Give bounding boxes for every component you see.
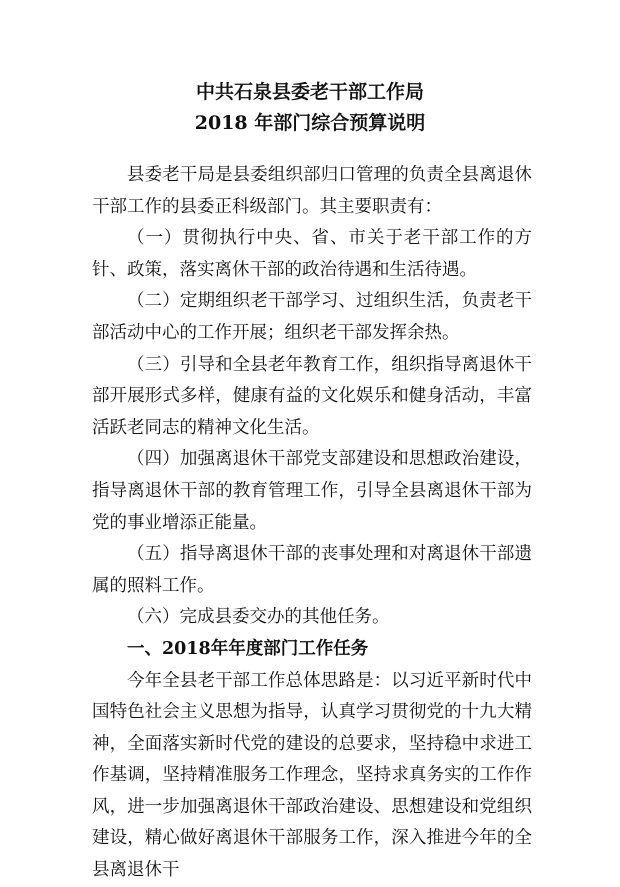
duty-item-1: （一）贯彻执行中央、省、市关于老干部工作的方针、政策，落实离休干部的政治待遇和生活待遇。 — [92, 228, 532, 280]
duty-item-6: （六）完成县委交办的其他任务。 — [127, 607, 390, 628]
duty-item-3: （三）引导和全县老年教育工作，组织指导离退休干部开展形式多样，健康有益的文化娱乐和健身活动，丰富活跃老同志的精神文化生活。 — [92, 354, 532, 438]
duty-item-4: （四）加强离退休干部党支部建设和思想政治建设，指导离退休干部的教育管理工作，引导全县离退休干部为党的事业增添正能量。 — [92, 449, 532, 533]
intro-paragraph: 县委老干局是县委组织部归口管理的负责全县离退休干部工作的县委正科级部门。其主要职责有： — [92, 165, 532, 217]
document-subtitle: 2018 年部门综合预算说明 — [194, 112, 426, 134]
duty-item-5: （五）指导离退休干部的丧事处理和对离退休干部遗属的照料工作。 — [92, 544, 532, 596]
section-paragraph: 今年全县老干部工作总体思路是：以习近平新时代中国特色社会主义思想为指导，认真学习贯彻党的十九大精神，全面落实新时代党的建设的总要求，坚持稳中求进工作基调，坚持精准服务工作理念，坚持求真务实的工作作风，进一步加强离退休干部政治建设、思想建设和党组织建设，精心做好离退休干部服务工作，深入推进今年的全县离退休干 — [92, 670, 532, 881]
section-heading: 一、2018年年度部门工作任务 — [127, 638, 369, 659]
duty-item-2: （二）定期组织老干部学习、过组织生活，负责老干部活动中心的工作开展；组织老干部发挥余热。 — [92, 291, 532, 343]
document-title: 中共石泉县委老干部工作局 — [195, 81, 424, 103]
document-body — [92, 160, 532, 887]
